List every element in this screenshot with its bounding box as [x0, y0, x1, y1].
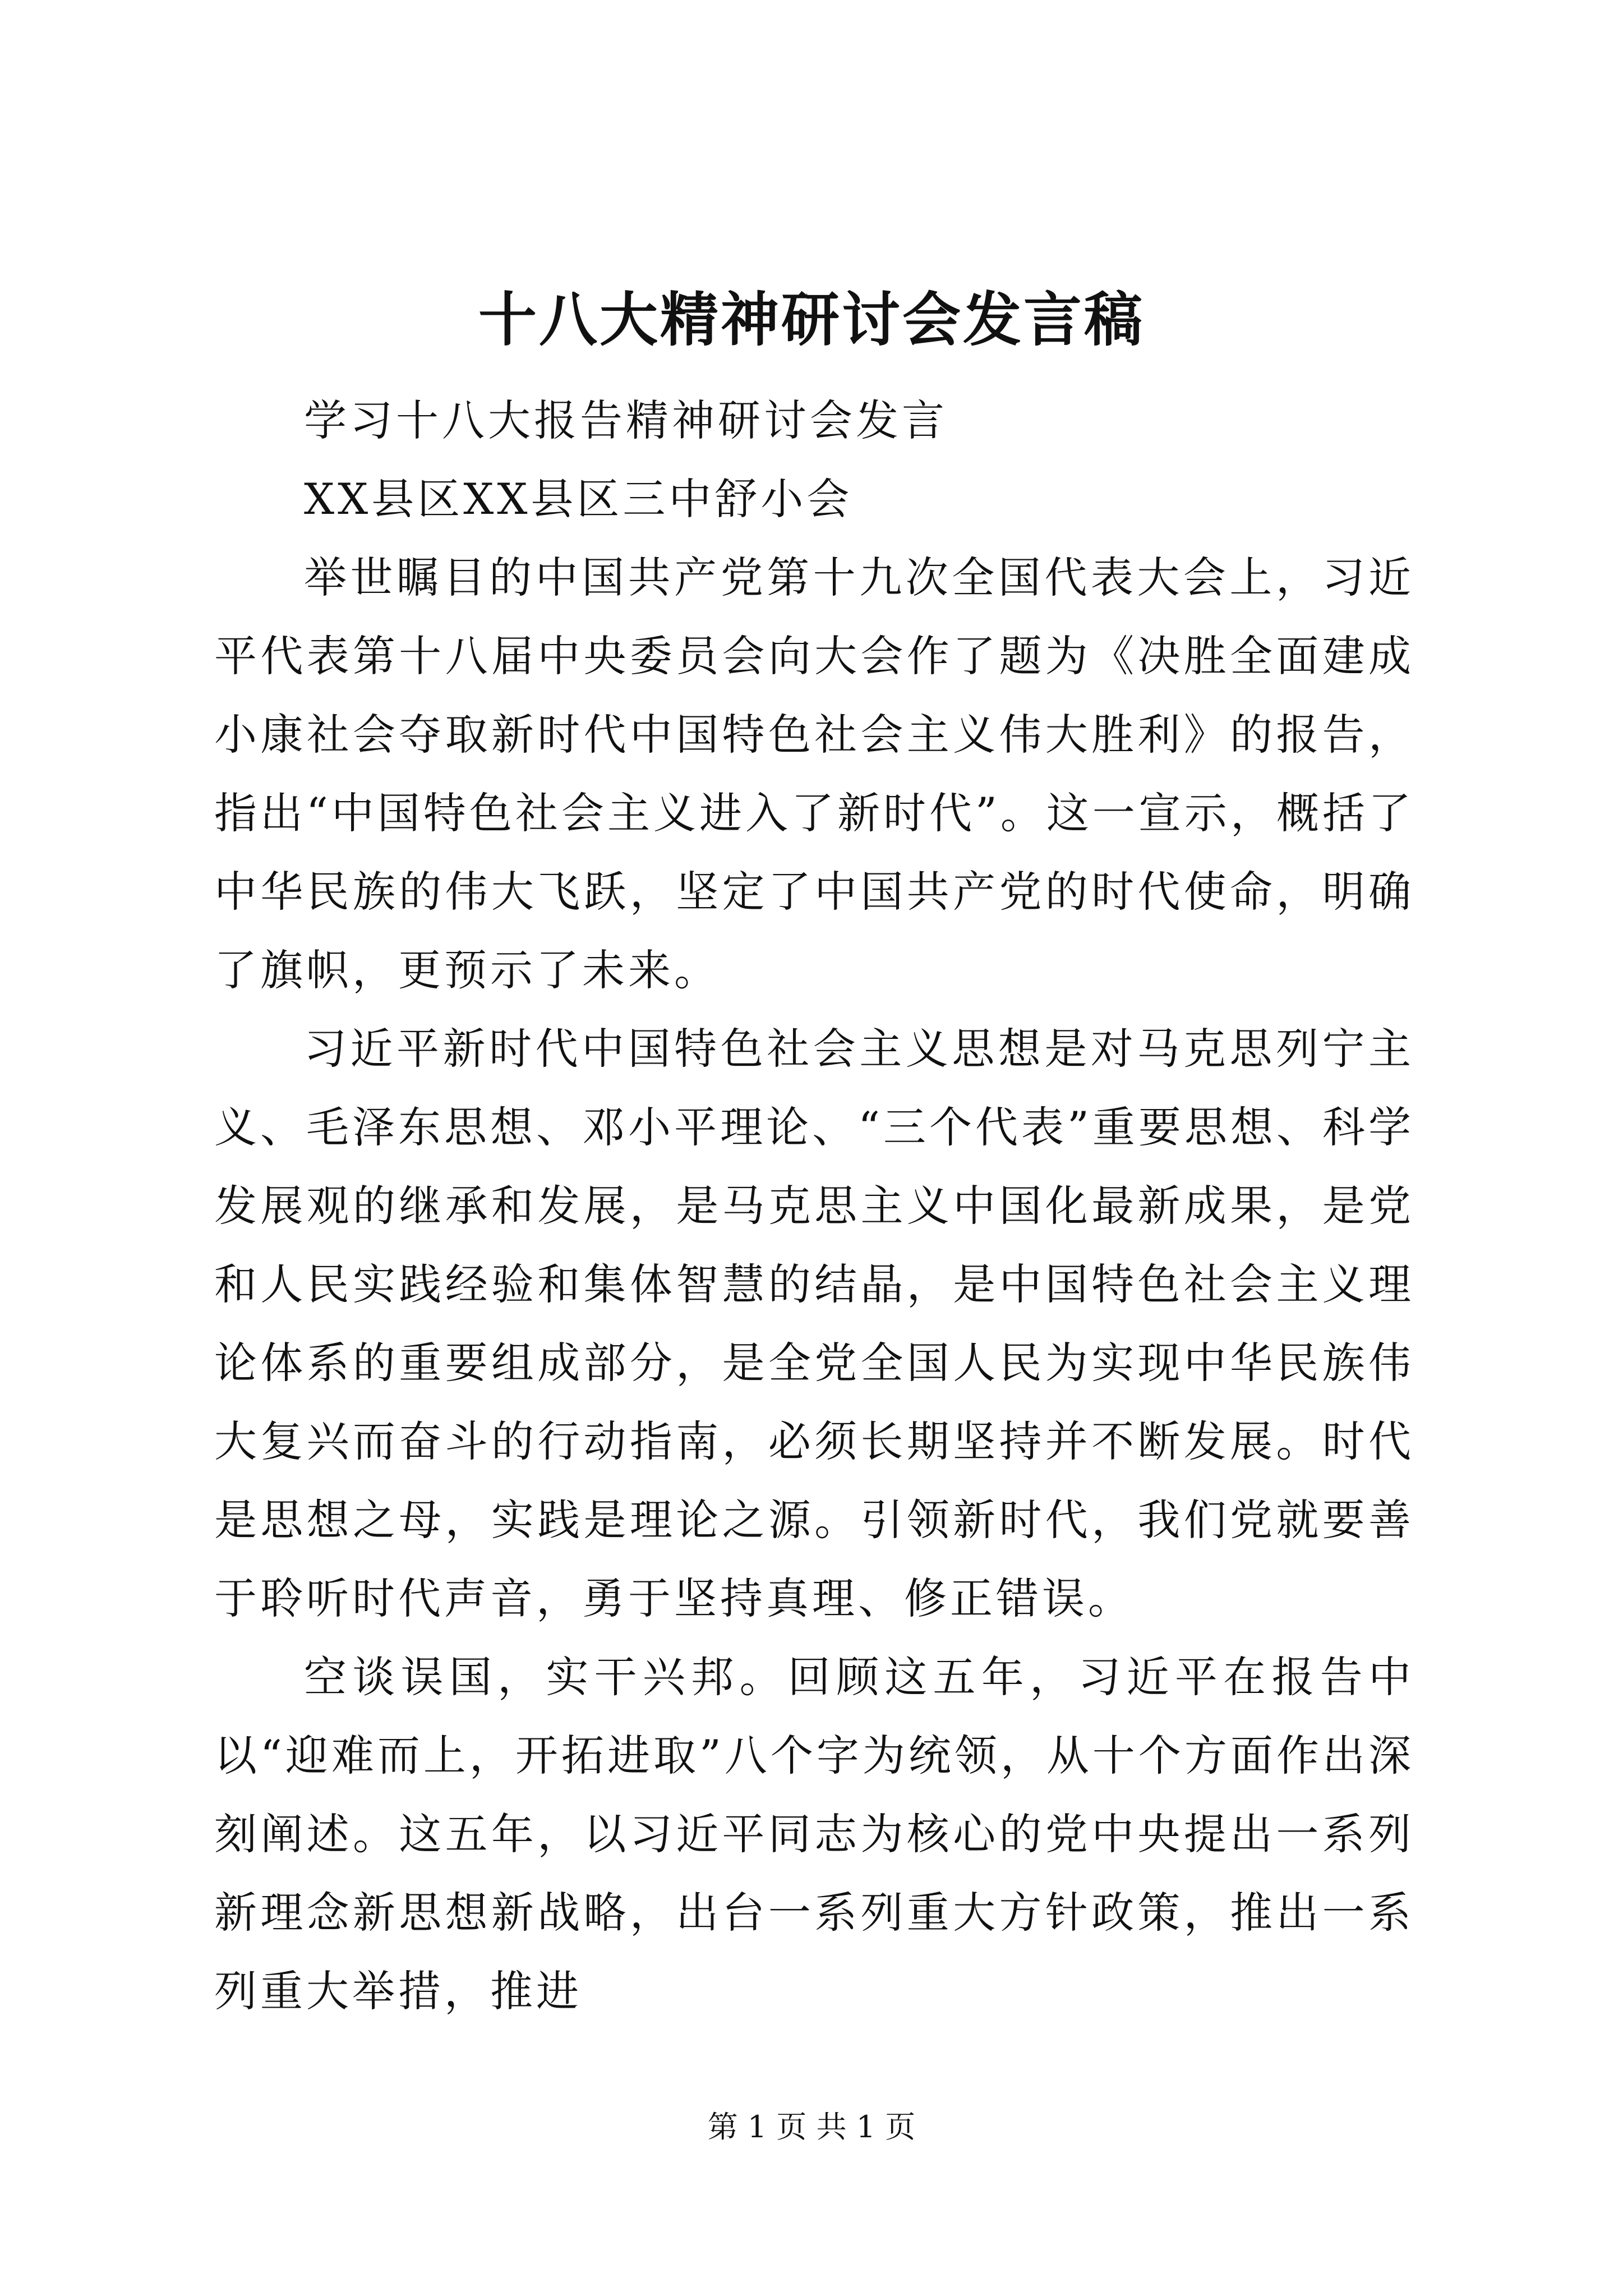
page-footer: 第 1 页 共 1 页 [707, 2109, 916, 2145]
subtitle-paragraph: 学习十八大报告精神研讨会发言 [304, 395, 948, 445]
document-body [214, 381, 1414, 2031]
author-line: XX县区XX县区三中舒小会 [304, 474, 853, 524]
body-paragraph: 举世瞩目的中国共产党第十九次全国代表大会上，习近平代表第十八届中央委员会向大会作了题为《决胜全面建成小康社会夺取新时代中国特色社会主义伟大胜利》的报告，指出“中国特色社会主义进入了新时代”。这一宣示，概括了中华民族的伟大飞跃，坚定了中国共产党的时代使命，明确了旗帜，更预示了未来。 [214, 553, 1414, 995]
body-paragraph: 空谈误国，实干兴邦。回顾这五年，习近平在报告中以“迎难而上，开拓进取”八个字为统领，从十个方面作出深刻阐述。这五年，以习近平同志为核心的党中央提出一系列新理念新思想新战略，出台一系列重大方针政策，推出一系列重大举措，推进 [214, 1652, 1414, 2016]
body-paragraph: 习近平新时代中国特色社会主义思想是对马克思列宁主义、毛泽东思想、邓小平理论、“三个代表”重要思想、科学发展观的继承和发展，是马克思主义中国化最新成果，是党和人民实践经验和集体智慧的结晶，是中国特色社会主义理论体系的重要组成部分，是全党全国人民为实现中华民族伟大复兴而奋斗的行动指南，必须长期坚持并不断发展。时代是思想之母，实践是理论之源。引领新时代，我们党就要善于聆听时代声音，勇于坚持真理、修正错误。 [214, 1024, 1414, 1623]
page-title: 十八大精神研讨会发言稿 [478, 285, 1145, 354]
